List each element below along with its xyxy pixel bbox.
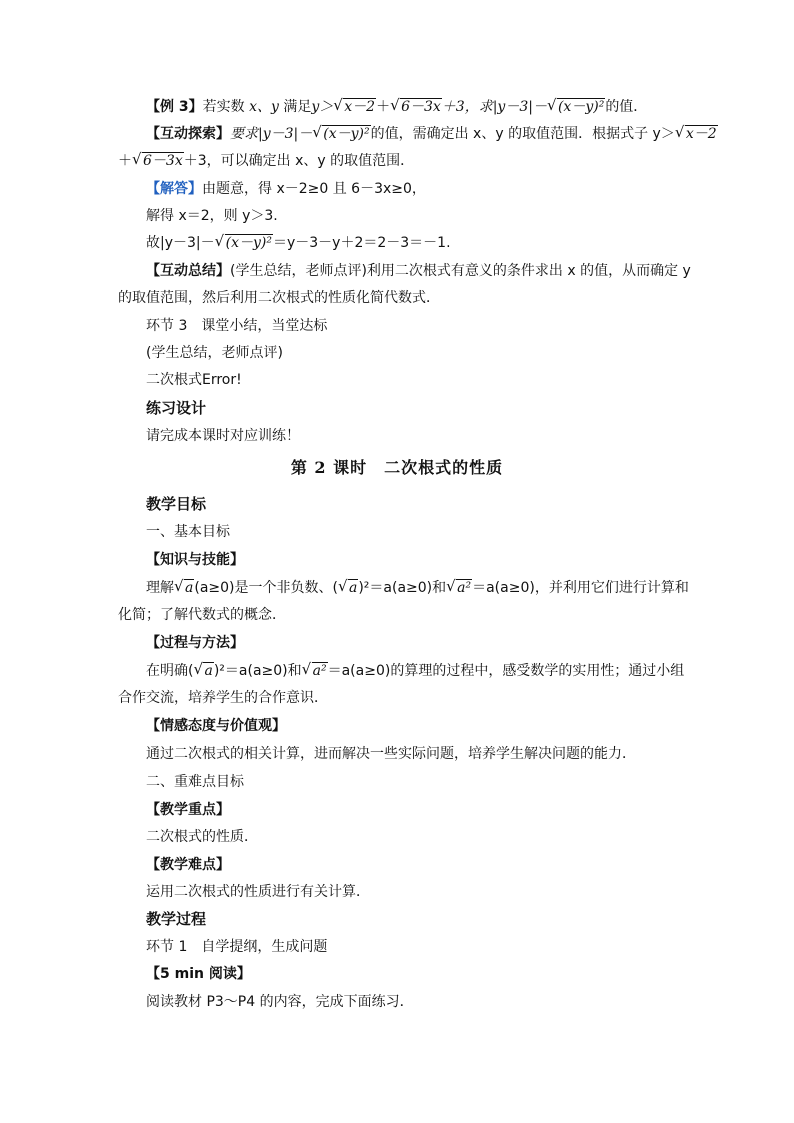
summary-line-2: 的取值范围，然后利用二次根式的性质化简代数式．	[118, 290, 440, 306]
explore-line-2: ＋√ 6－3x＋3，可以确定出 x、y 的取值范围．	[118, 150, 414, 172]
reading-label: 【5 min 阅读】	[146, 966, 251, 982]
lesson-title: 第 2 课时 二次根式的性质	[290, 458, 504, 477]
answer-line-1: 【解答】由题意，得 x－2≥0 且 6－3x≥0，	[146, 181, 426, 197]
reading-text: 阅读教材 P3～P4 的内容，完成下面练习．	[146, 994, 414, 1010]
practice-text: 请完成本课时对应训练！	[146, 428, 300, 444]
process-line-2: 合作交流，培养学生的合作意识．	[118, 690, 328, 706]
knowledge-label: 【知识与技能】	[146, 552, 244, 568]
key-label: 【教学重点】	[146, 802, 230, 818]
sqrt-expression: √ 6－3x	[133, 150, 184, 172]
example3-line: 【例 3】若实数 x、y 满足y＞√ x－2＋√ 6－3x＋3，求|y－3|－√ (x－y)²的值．	[146, 96, 647, 118]
error-line: 二次根式Error!	[146, 372, 242, 388]
example3-label: 【例 3】	[146, 99, 203, 115]
knowledge-line-2: 化简；了解代数式的概念．	[118, 607, 286, 623]
answer-line-2: 解得 x＝2，则 y＞3.	[146, 208, 278, 224]
goals-heading: 教学目标	[146, 495, 207, 513]
difficulty-label: 【教学难点】	[146, 857, 230, 873]
sqrt-expression: √ x－2	[676, 123, 718, 145]
practice-heading: 练习设计	[146, 399, 207, 417]
summary-label: 【互动总结】	[146, 263, 230, 279]
emotion-label: 【情感态度与价值观】	[146, 718, 286, 734]
step1-title: 环节 1 自学提纲，生成问题	[146, 939, 328, 955]
key-section: 二、重难点目标	[146, 774, 244, 790]
explore-line-1: 【互动探索】要求|y－3|－√ (x－y)²的值，需确定出 x、y 的取值范围．根据式子 y＞√ x－2	[146, 123, 718, 145]
sqrt-expression: √ a	[194, 660, 213, 682]
step3-title: 环节 3 课堂小结，当堂达标	[146, 318, 328, 334]
explore-label: 【互动探索】	[146, 126, 230, 142]
summary-line-1: 【互动总结】(学生总结，老师点评)利用二次根式有意义的条件求出 x 的值，从而确定 y	[146, 263, 691, 279]
difficulty-text: 运用二次根式的性质进行有关计算．	[146, 884, 370, 900]
sqrt-expression: √ a	[339, 577, 358, 599]
sqrt-expression: √ 6－3x	[391, 96, 442, 118]
basic-goals: 一、基本目标	[146, 524, 230, 540]
sqrt-expression: √ (x－y)²	[313, 123, 370, 145]
step3-note: (学生总结，老师点评)	[146, 345, 283, 361]
sqrt-expression: √ (x－y)²	[548, 96, 605, 118]
sqrt-expression: √ a²	[303, 660, 328, 682]
process-line-1: 在明确(√ a)²＝a(a≥0)和√ a²＝a(a≥0)的算理的过程中，感受数学的实用性；通过小组	[146, 660, 684, 682]
process-label: 【过程与方法】	[146, 635, 244, 651]
key-text: 二次根式的性质．	[146, 829, 258, 845]
sqrt-expression: √ a²	[447, 577, 472, 599]
emotion-line: 通过二次根式的相关计算，进而解决一些实际问题，培养学生解决问题的能力．	[146, 746, 636, 762]
knowledge-line-1: 理解√ a(a≥0)是一个非负数、(√ a)²＝a(a≥0)和√ a²＝a(a≥0)，并利用它们进行计算和	[146, 577, 689, 599]
process-heading: 教学过程	[146, 910, 207, 928]
sqrt-expression: √ x－2	[334, 96, 376, 118]
answer-line-3: 故|y－3|－√ (x－y)²＝y－3－y＋2＝2－3＝－1.	[146, 232, 451, 254]
answer-label: 【解答】	[146, 181, 202, 197]
sqrt-expression: √ (x－y)²	[216, 232, 273, 254]
sqrt-expression: √ a	[175, 577, 194, 599]
